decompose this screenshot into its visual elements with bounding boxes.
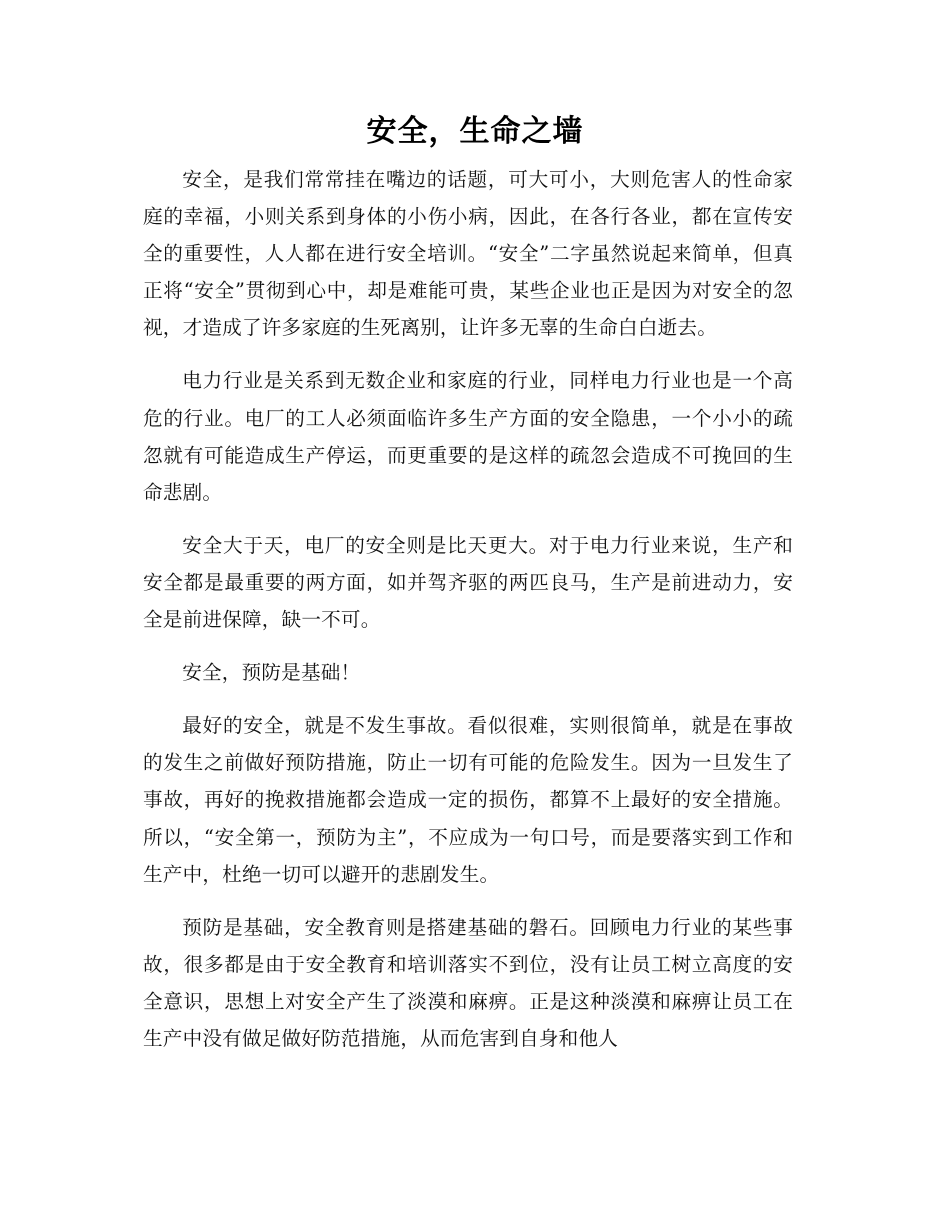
paragraph: 安全大于天，电厂的安全则是比天更大。对于电力行业来说，生产和安全都是最重要的两方面，如并驾齐驱的两匹良马，生产是前进动力，安全是前进保障，缺一不可。 [143, 533, 793, 632]
paragraph: 安全，预防是基础！ [182, 661, 361, 685]
paragraph: 电力行业是关系到无数企业和家庭的行业，同样电力行业也是一个高危的行业。电厂的工人必须面临许多生产方面的安全隐患，一个小小的疏忽就有可能造成生产停运，而更重要的是这样的疏忽会造成不可挽回的生命悲剧。 [143, 369, 793, 504]
document-title: 安全，生命之墙 [366, 114, 584, 149]
document-body [143, 161, 793, 1073]
paragraph: 预防是基础，安全教育则是搭建基础的磐石。回顾电力行业的某些事故，很多都是由于安全教育和培训落实不到位，没有让员工树立高度的安全意识，思想上对安全产生了淡漠和麻痹。正是这种淡漠和麻痹让员工在生产中没有做足做好防范措施，从而危害到自身和他人 [143, 915, 793, 1050]
paragraph: 安全，是我们常常挂在嘴边的话题，可大可小，大则危害人的性命家庭的幸福，小则关系到身体的小伤小病，因此，在各行各业，都在宣传安全的重要性，人人都在进行安全培训。“安全”二字虽然说起来简单，但真正将“安全”贯彻到心中，却是难能可贵，某些企业也正是因为对安全的忽视，才造成了许多家庭的生死离别，让许多无辜的生命白白逝去。 [143, 168, 793, 340]
paragraph: 最好的安全，就是不发生事故。看似很难，实则很简单，就是在事故的发生之前做好预防措施，防止一切有可能的危险发生。因为一旦发生了事故，再好的挽救措施都会造成一定的损伤，都算不上最好的安全措施。所以，“安全第一，预防为主”，不应成为一句口号，而是要落实到工作和生产中，杜绝一切可以避开的悲剧发生。 [143, 714, 793, 886]
